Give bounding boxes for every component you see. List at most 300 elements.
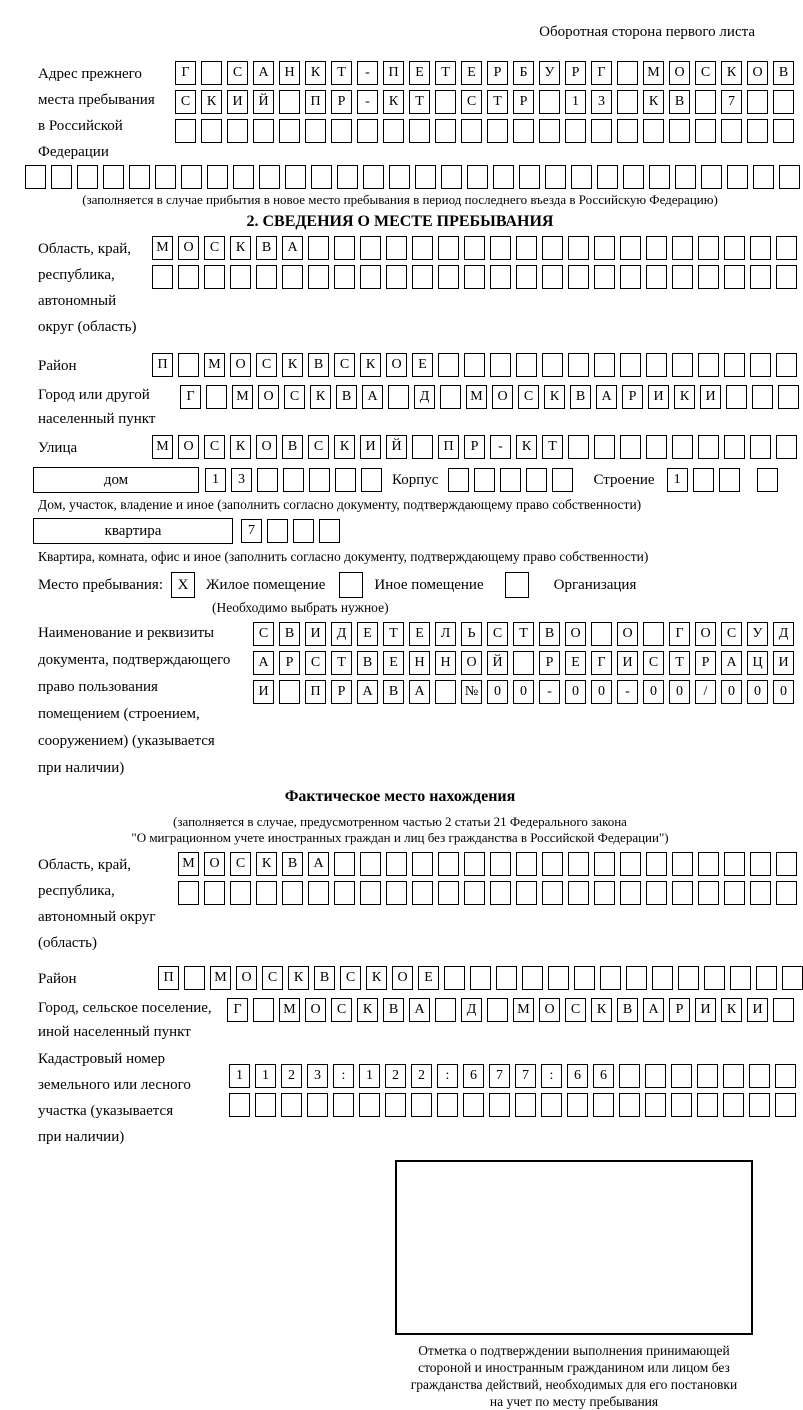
char-cell[interactable]: А xyxy=(643,998,664,1022)
char-cell[interactable] xyxy=(750,881,771,905)
char-cell[interactable] xyxy=(697,1064,718,1088)
char-cell[interactable] xyxy=(594,881,615,905)
char-cell[interactable] xyxy=(490,353,511,377)
char-cell[interactable] xyxy=(626,966,647,990)
char-cell[interactable]: В xyxy=(279,622,300,646)
char-cell[interactable]: Р xyxy=(565,61,586,85)
char-cell[interactable]: О xyxy=(258,385,279,409)
char-cell[interactable]: К xyxy=(310,385,331,409)
char-cell[interactable]: С xyxy=(695,61,716,85)
char-cell[interactable]: К xyxy=(334,435,355,459)
char-cell[interactable]: Е xyxy=(461,61,482,85)
char-cell[interactable]: А xyxy=(721,651,742,675)
char-cell[interactable] xyxy=(435,998,456,1022)
char-cell[interactable]: И xyxy=(227,90,248,114)
char-cell[interactable] xyxy=(305,119,326,143)
char-cell[interactable] xyxy=(776,435,797,459)
char-cell[interactable]: Г xyxy=(175,61,196,85)
char-cell[interactable] xyxy=(308,265,329,289)
char-cell[interactable] xyxy=(646,353,667,377)
char-cell[interactable] xyxy=(281,1093,302,1117)
char-cell[interactable] xyxy=(386,236,407,260)
char-cell[interactable] xyxy=(409,119,430,143)
char-cell[interactable] xyxy=(568,353,589,377)
char-cell[interactable]: В xyxy=(383,680,404,704)
char-cell[interactable]: Л xyxy=(435,622,456,646)
char-cell[interactable] xyxy=(672,435,693,459)
char-cell[interactable]: О xyxy=(305,998,326,1022)
char-cell[interactable] xyxy=(749,1064,770,1088)
char-cell[interactable] xyxy=(539,90,560,114)
char-cell[interactable] xyxy=(779,165,800,189)
char-cell[interactable]: О xyxy=(178,435,199,459)
char-cell[interactable]: Е xyxy=(418,966,439,990)
char-cell[interactable]: И xyxy=(747,998,768,1022)
char-cell[interactable]: К xyxy=(383,90,404,114)
char-cell[interactable] xyxy=(591,119,612,143)
char-cell[interactable] xyxy=(386,265,407,289)
char-cell[interactable] xyxy=(724,236,745,260)
char-cell[interactable] xyxy=(256,265,277,289)
char-cell[interactable] xyxy=(672,265,693,289)
char-cell[interactable]: П xyxy=(305,90,326,114)
char-cell[interactable] xyxy=(545,165,566,189)
char-cell[interactable] xyxy=(542,881,563,905)
char-cell[interactable]: 3 xyxy=(591,90,612,114)
char-cell[interactable] xyxy=(756,966,777,990)
char-cell[interactable]: Р xyxy=(279,651,300,675)
char-cell[interactable] xyxy=(360,852,381,876)
char-cell[interactable] xyxy=(594,852,615,876)
char-cell[interactable] xyxy=(438,881,459,905)
char-cell[interactable]: Г xyxy=(591,651,612,675)
char-cell[interactable] xyxy=(776,852,797,876)
char-cell[interactable]: Р xyxy=(464,435,485,459)
char-cell[interactable]: К xyxy=(721,998,742,1022)
char-cell[interactable] xyxy=(438,852,459,876)
char-cell[interactable]: - xyxy=(617,680,638,704)
char-cell[interactable]: Р xyxy=(622,385,643,409)
checkbox-org[interactable] xyxy=(505,572,529,598)
char-cell[interactable] xyxy=(620,236,641,260)
char-cell[interactable]: Е xyxy=(412,353,433,377)
char-cell[interactable] xyxy=(438,265,459,289)
char-cell[interactable] xyxy=(698,265,719,289)
char-cell[interactable] xyxy=(388,385,409,409)
char-cell[interactable]: О xyxy=(178,236,199,260)
char-cell[interactable] xyxy=(319,519,340,543)
char-cell[interactable]: С xyxy=(487,622,508,646)
char-cell[interactable]: М xyxy=(178,852,199,876)
char-cell[interactable]: К xyxy=(366,966,387,990)
char-cell[interactable]: П xyxy=(305,680,326,704)
checkbox-zhiloe[interactable]: X xyxy=(171,572,195,598)
char-cell[interactable] xyxy=(723,1064,744,1088)
char-cell[interactable]: 0 xyxy=(643,680,664,704)
char-cell[interactable] xyxy=(334,852,355,876)
char-cell[interactable] xyxy=(496,966,517,990)
char-cell[interactable] xyxy=(776,353,797,377)
char-cell[interactable] xyxy=(337,165,358,189)
char-cell[interactable] xyxy=(645,1064,666,1088)
char-cell[interactable] xyxy=(441,165,462,189)
char-cell[interactable] xyxy=(672,881,693,905)
char-cell[interactable]: С xyxy=(518,385,539,409)
char-cell[interactable]: М xyxy=(204,353,225,377)
char-cell[interactable]: 0 xyxy=(513,680,534,704)
char-cell[interactable]: 0 xyxy=(669,680,690,704)
char-cell[interactable] xyxy=(617,119,638,143)
char-cell[interactable]: 7 xyxy=(489,1064,510,1088)
char-cell[interactable] xyxy=(516,881,537,905)
char-cell[interactable]: И xyxy=(695,998,716,1022)
char-cell[interactable]: О xyxy=(230,353,251,377)
char-cell[interactable]: И xyxy=(700,385,721,409)
char-cell[interactable] xyxy=(474,468,495,492)
char-cell[interactable] xyxy=(776,881,797,905)
char-cell[interactable] xyxy=(513,119,534,143)
char-cell[interactable] xyxy=(129,165,150,189)
char-cell[interactable] xyxy=(753,165,774,189)
char-cell[interactable]: Б xyxy=(513,61,534,85)
char-cell[interactable] xyxy=(782,966,803,990)
char-cell[interactable]: 7 xyxy=(721,90,742,114)
char-cell[interactable]: Р xyxy=(331,680,352,704)
char-cell[interactable]: Р xyxy=(539,651,560,675)
char-cell[interactable] xyxy=(333,1093,354,1117)
char-cell[interactable] xyxy=(671,1064,692,1088)
char-cell[interactable] xyxy=(747,119,768,143)
char-cell[interactable] xyxy=(184,966,205,990)
char-cell[interactable] xyxy=(360,236,381,260)
char-cell[interactable] xyxy=(750,852,771,876)
char-cell[interactable] xyxy=(698,881,719,905)
char-cell[interactable]: 1 xyxy=(359,1064,380,1088)
char-cell[interactable]: Т xyxy=(409,90,430,114)
char-cell[interactable] xyxy=(334,881,355,905)
char-cell[interactable]: Е xyxy=(357,622,378,646)
char-cell[interactable]: К xyxy=(360,353,381,377)
char-cell[interactable]: Т xyxy=(669,651,690,675)
char-cell[interactable] xyxy=(773,90,794,114)
char-cell[interactable]: К xyxy=(357,998,378,1022)
char-cell[interactable] xyxy=(724,353,745,377)
char-cell[interactable] xyxy=(181,165,202,189)
char-cell[interactable] xyxy=(500,468,521,492)
char-cell[interactable] xyxy=(697,1093,718,1117)
char-cell[interactable] xyxy=(103,165,124,189)
char-cell[interactable] xyxy=(230,265,251,289)
char-cell[interactable] xyxy=(155,165,176,189)
char-cell[interactable]: 2 xyxy=(411,1064,432,1088)
char-cell[interactable]: Й xyxy=(253,90,274,114)
char-cell[interactable] xyxy=(597,165,618,189)
char-cell[interactable]: К xyxy=(305,61,326,85)
char-cell[interactable] xyxy=(750,236,771,260)
char-cell[interactable]: С xyxy=(331,998,352,1022)
char-cell[interactable] xyxy=(516,236,537,260)
char-cell[interactable]: В xyxy=(773,61,794,85)
char-cell[interactable] xyxy=(698,353,719,377)
char-cell[interactable] xyxy=(672,353,693,377)
char-cell[interactable]: С xyxy=(204,236,225,260)
char-cell[interactable] xyxy=(335,468,356,492)
char-cell[interactable]: О xyxy=(539,998,560,1022)
char-cell[interactable] xyxy=(574,966,595,990)
char-cell[interactable] xyxy=(285,165,306,189)
char-cell[interactable]: Ь xyxy=(461,622,482,646)
char-cell[interactable]: С xyxy=(256,353,277,377)
char-cell[interactable]: - xyxy=(357,61,378,85)
char-cell[interactable] xyxy=(363,165,384,189)
char-cell[interactable]: Т xyxy=(383,622,404,646)
char-cell[interactable]: Т xyxy=(487,90,508,114)
char-cell[interactable]: М xyxy=(643,61,664,85)
char-cell[interactable] xyxy=(724,881,745,905)
char-cell[interactable] xyxy=(361,468,382,492)
char-cell[interactable]: А xyxy=(409,998,430,1022)
char-cell[interactable] xyxy=(539,119,560,143)
char-cell[interactable]: Н xyxy=(435,651,456,675)
char-cell[interactable] xyxy=(490,265,511,289)
char-cell[interactable] xyxy=(201,119,222,143)
char-cell[interactable] xyxy=(282,881,303,905)
char-cell[interactable] xyxy=(490,852,511,876)
char-cell[interactable]: Н xyxy=(409,651,430,675)
char-cell[interactable] xyxy=(253,119,274,143)
char-cell[interactable] xyxy=(568,852,589,876)
char-cell[interactable]: У xyxy=(539,61,560,85)
char-cell[interactable]: К xyxy=(674,385,695,409)
char-cell[interactable]: Й xyxy=(386,435,407,459)
char-cell[interactable] xyxy=(438,353,459,377)
char-cell[interactable] xyxy=(412,265,433,289)
char-cell[interactable] xyxy=(77,165,98,189)
char-cell[interactable]: Г xyxy=(591,61,612,85)
char-cell[interactable] xyxy=(568,265,589,289)
char-cell[interactable]: И xyxy=(360,435,381,459)
char-cell[interactable]: М xyxy=(210,966,231,990)
char-cell[interactable] xyxy=(389,165,410,189)
char-cell[interactable] xyxy=(719,468,740,492)
char-cell[interactable]: : xyxy=(333,1064,354,1088)
char-cell[interactable] xyxy=(489,1093,510,1117)
char-cell[interactable]: Е xyxy=(409,622,430,646)
char-cell[interactable] xyxy=(724,265,745,289)
char-cell[interactable]: И xyxy=(253,680,274,704)
char-cell[interactable] xyxy=(646,265,667,289)
char-cell[interactable]: 6 xyxy=(463,1064,484,1088)
char-cell[interactable] xyxy=(750,353,771,377)
char-cell[interactable]: С xyxy=(565,998,586,1022)
char-cell[interactable] xyxy=(487,119,508,143)
char-cell[interactable]: - xyxy=(490,435,511,459)
char-cell[interactable]: С xyxy=(284,385,305,409)
char-cell[interactable] xyxy=(552,468,573,492)
char-cell[interactable] xyxy=(516,353,537,377)
char-cell[interactable] xyxy=(775,1093,796,1117)
char-cell[interactable] xyxy=(730,966,751,990)
char-cell[interactable] xyxy=(293,519,314,543)
char-cell[interactable]: С xyxy=(461,90,482,114)
char-cell[interactable] xyxy=(152,265,173,289)
char-cell[interactable] xyxy=(541,1093,562,1117)
char-cell[interactable]: Д xyxy=(331,622,352,646)
char-cell[interactable]: 3 xyxy=(231,468,252,492)
char-cell[interactable] xyxy=(757,468,778,492)
char-cell[interactable] xyxy=(386,852,407,876)
char-cell[interactable] xyxy=(464,353,485,377)
char-cell[interactable]: О xyxy=(256,435,277,459)
char-cell[interactable]: 0 xyxy=(773,680,794,704)
char-cell[interactable] xyxy=(464,852,485,876)
char-cell[interactable]: В xyxy=(282,852,303,876)
char-cell[interactable] xyxy=(619,1064,640,1088)
char-cell[interactable]: В xyxy=(308,353,329,377)
char-cell[interactable] xyxy=(256,881,277,905)
char-cell[interactable] xyxy=(253,998,274,1022)
char-cell[interactable] xyxy=(207,165,228,189)
char-cell[interactable] xyxy=(568,236,589,260)
char-cell[interactable]: : xyxy=(437,1064,458,1088)
char-cell[interactable] xyxy=(178,265,199,289)
char-cell[interactable]: 1 xyxy=(667,468,688,492)
char-cell[interactable] xyxy=(594,265,615,289)
char-cell[interactable]: О xyxy=(747,61,768,85)
char-cell[interactable] xyxy=(467,165,488,189)
char-cell[interactable] xyxy=(643,119,664,143)
char-cell[interactable]: Г xyxy=(669,622,690,646)
char-cell[interactable] xyxy=(620,852,641,876)
char-cell[interactable] xyxy=(267,519,288,543)
char-cell[interactable] xyxy=(490,881,511,905)
char-cell[interactable]: К xyxy=(230,236,251,260)
char-cell[interactable] xyxy=(515,1093,536,1117)
char-cell[interactable]: 1 xyxy=(255,1064,276,1088)
char-cell[interactable] xyxy=(593,1093,614,1117)
char-cell[interactable] xyxy=(571,165,592,189)
char-cell[interactable] xyxy=(747,90,768,114)
char-cell[interactable] xyxy=(752,385,773,409)
char-cell[interactable] xyxy=(334,265,355,289)
char-cell[interactable]: П xyxy=(383,61,404,85)
char-cell[interactable]: 7 xyxy=(515,1064,536,1088)
char-cell[interactable] xyxy=(386,881,407,905)
char-cell[interactable]: 1 xyxy=(229,1064,250,1088)
char-cell[interactable]: : xyxy=(541,1064,562,1088)
char-cell[interactable]: Ц xyxy=(747,651,768,675)
char-cell[interactable]: П xyxy=(158,966,179,990)
char-cell[interactable] xyxy=(698,435,719,459)
char-cell[interactable] xyxy=(412,236,433,260)
char-cell[interactable] xyxy=(415,165,436,189)
char-cell[interactable]: Т xyxy=(513,622,534,646)
char-cell[interactable]: В xyxy=(357,651,378,675)
char-cell[interactable]: В xyxy=(669,90,690,114)
char-cell[interactable] xyxy=(357,119,378,143)
char-cell[interactable] xyxy=(775,1064,796,1088)
char-cell[interactable]: О xyxy=(565,622,586,646)
char-cell[interactable]: С xyxy=(204,435,225,459)
char-cell[interactable] xyxy=(698,852,719,876)
char-cell[interactable]: 0 xyxy=(487,680,508,704)
char-cell[interactable] xyxy=(773,998,794,1022)
char-cell[interactable] xyxy=(493,165,514,189)
char-cell[interactable]: 3 xyxy=(307,1064,328,1088)
char-cell[interactable]: В xyxy=(256,236,277,260)
char-cell[interactable] xyxy=(643,622,664,646)
char-cell[interactable]: Д xyxy=(414,385,435,409)
char-cell[interactable] xyxy=(522,966,543,990)
char-cell[interactable]: А xyxy=(362,385,383,409)
char-cell[interactable] xyxy=(233,165,254,189)
char-cell[interactable] xyxy=(227,119,248,143)
char-cell[interactable] xyxy=(646,881,667,905)
char-cell[interactable] xyxy=(257,468,278,492)
char-cell[interactable]: Г xyxy=(227,998,248,1022)
char-cell[interactable]: М xyxy=(152,236,173,260)
char-cell[interactable] xyxy=(178,353,199,377)
checkbox-inoe[interactable] xyxy=(339,572,363,598)
char-cell[interactable]: О xyxy=(461,651,482,675)
char-cell[interactable]: С xyxy=(721,622,742,646)
char-cell[interactable] xyxy=(175,119,196,143)
char-cell[interactable] xyxy=(255,1093,276,1117)
char-cell[interactable]: К xyxy=(516,435,537,459)
char-cell[interactable] xyxy=(620,435,641,459)
char-cell[interactable]: С xyxy=(340,966,361,990)
char-cell[interactable]: - xyxy=(357,90,378,114)
char-cell[interactable]: С xyxy=(262,966,283,990)
char-cell[interactable] xyxy=(620,881,641,905)
char-cell[interactable] xyxy=(649,165,670,189)
char-cell[interactable] xyxy=(617,61,638,85)
char-cell[interactable]: Й xyxy=(487,651,508,675)
char-cell[interactable] xyxy=(464,236,485,260)
char-cell[interactable]: В xyxy=(539,622,560,646)
char-cell[interactable] xyxy=(440,385,461,409)
char-cell[interactable]: 0 xyxy=(565,680,586,704)
char-cell[interactable] xyxy=(513,651,534,675)
char-cell[interactable]: - xyxy=(539,680,560,704)
char-cell[interactable] xyxy=(464,265,485,289)
char-cell[interactable] xyxy=(526,468,547,492)
char-cell[interactable] xyxy=(645,1093,666,1117)
char-cell[interactable]: С xyxy=(308,435,329,459)
char-cell[interactable]: 2 xyxy=(281,1064,302,1088)
char-cell[interactable] xyxy=(490,236,511,260)
char-cell[interactable]: О xyxy=(617,622,638,646)
char-cell[interactable]: 0 xyxy=(721,680,742,704)
char-cell[interactable] xyxy=(623,165,644,189)
char-cell[interactable] xyxy=(438,236,459,260)
char-cell[interactable] xyxy=(542,353,563,377)
char-cell[interactable]: А xyxy=(253,651,274,675)
char-cell[interactable]: М xyxy=(279,998,300,1022)
char-cell[interactable] xyxy=(516,265,537,289)
char-cell[interactable] xyxy=(542,852,563,876)
char-cell[interactable]: М xyxy=(152,435,173,459)
char-cell[interactable]: О xyxy=(204,852,225,876)
char-cell[interactable]: О xyxy=(492,385,513,409)
char-cell[interactable]: А xyxy=(596,385,617,409)
char-cell[interactable]: В xyxy=(336,385,357,409)
char-cell[interactable] xyxy=(591,622,612,646)
char-cell[interactable]: 0 xyxy=(747,680,768,704)
char-cell[interactable] xyxy=(620,265,641,289)
char-cell[interactable]: О xyxy=(669,61,690,85)
char-cell[interactable]: / xyxy=(695,680,716,704)
